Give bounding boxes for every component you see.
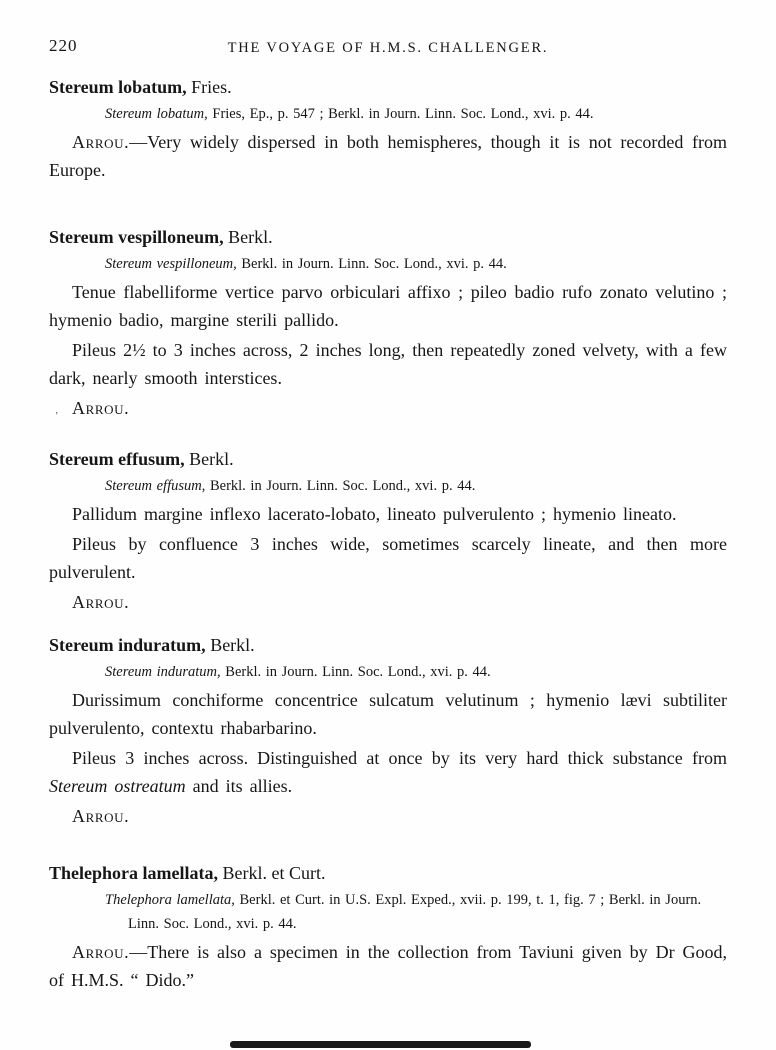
locality-lead: Arrou. bbox=[72, 132, 130, 152]
citation-species-italic: Stereum lobatum, bbox=[105, 106, 208, 122]
species-entry-stereum-effusum bbox=[49, 446, 727, 616]
citation-species-italic: Thelephora lamellata, bbox=[105, 892, 235, 908]
locality-line bbox=[49, 588, 727, 616]
body-paragraph bbox=[49, 128, 727, 184]
species-author: Berkl. et Curt. bbox=[218, 863, 326, 883]
locality-line bbox=[49, 394, 727, 422]
species-name: Stereum effusum, bbox=[49, 449, 185, 469]
citation-reference: Berkl. in Journ. Linn. Soc. Lond., xvi. p. 44. bbox=[236, 256, 507, 272]
species-heading bbox=[49, 224, 727, 250]
citation-reference: Berkl. in Journ. Linn. Soc. Lond., xvi. p. 44. bbox=[205, 478, 476, 494]
citation-reference: Berkl. et Curt. in U.S. Expl. Exped., xvii. p. 199, t. 1, fig. 7 ; Berkl. in Journ. Linn. Soc. Lond., xvi. p. 44. bbox=[128, 892, 702, 932]
locality-label: Arrou. bbox=[72, 806, 130, 826]
synonymy-citation bbox=[49, 888, 727, 936]
header-title: THE VOYAGE OF H.M.S. CHALLENGER. bbox=[227, 40, 549, 56]
citation-reference: Berkl. in Journ. Linn. Soc. Lond., xvi. p. 44. bbox=[220, 664, 491, 680]
body-paragraph bbox=[49, 938, 727, 994]
paragraph-text: and its allies. bbox=[185, 776, 293, 796]
citation-species-italic: Stereum induratum, bbox=[105, 664, 221, 680]
species-name: Stereum lobatum, bbox=[49, 77, 187, 97]
scan-artifact-bar bbox=[230, 1041, 531, 1048]
paragraph-text: —Very widely dispersed in both hemispheres, though it is not recorded from Europe. bbox=[49, 132, 727, 180]
species-name: Stereum induratum, bbox=[49, 635, 206, 655]
synonymy-citation bbox=[49, 660, 727, 684]
body-paragraph: Pallidum margine inflexo lacerato-lobato, lineato pulverulento ; hymenio lineato. bbox=[72, 504, 677, 524]
page-number: 220 bbox=[49, 36, 78, 55]
species-heading bbox=[49, 860, 727, 886]
species-heading bbox=[49, 74, 727, 100]
species-entry-stereum-lobatum bbox=[49, 74, 727, 184]
locality-label: Arrou. bbox=[72, 398, 130, 418]
species-author: Berkl. bbox=[205, 635, 255, 655]
citation-species-italic: Stereum effusum, bbox=[105, 478, 206, 494]
synonymy-citation bbox=[49, 102, 727, 126]
body-paragraph: Durissimum conchiforme concentrice sulcatum velutinum ; hymenio lævi subtiliter pulverulento, contextu rhabarbarino. bbox=[49, 690, 727, 738]
species-name: Thelephora lamellata, bbox=[49, 863, 218, 883]
species-name: Stereum vespilloneum, bbox=[49, 227, 224, 247]
species-mention-italic: Stereum ostreatum bbox=[49, 776, 186, 796]
locality-lead: Arrou. bbox=[72, 942, 130, 962]
species-heading bbox=[49, 446, 727, 472]
body-paragraph bbox=[49, 744, 727, 800]
species-entry-stereum-vespilloneum bbox=[49, 224, 727, 422]
paragraph-text: —There is also a specimen in the collection from Taviuni given by Dr Good, of H.M.S. “ Dido.” bbox=[49, 942, 727, 990]
locality-line bbox=[49, 802, 727, 830]
species-entry-stereum-induratum bbox=[49, 632, 727, 830]
species-entry-thelephora-lamellata bbox=[49, 860, 727, 994]
body-paragraph: Pileus by confluence 3 inches wide, sometimes scarcely lineate, and then more pulverulent. bbox=[49, 534, 727, 582]
species-heading bbox=[49, 632, 727, 658]
synonymy-citation bbox=[49, 252, 727, 276]
locality-label: Arrou. bbox=[72, 592, 130, 612]
species-author: Berkl. bbox=[184, 449, 234, 469]
synonymy-citation bbox=[49, 474, 727, 498]
paragraph-text: Pileus 3 inches across. Distinguished at once by its very hard thick substance from bbox=[72, 748, 727, 768]
body-paragraph: Pileus 2½ to 3 inches across, 2 inches long, then repeatedly zoned velvety, with a few dark, nearly smooth interstices. bbox=[49, 340, 727, 388]
citation-reference: Fries, Ep., p. 547 ; Berkl. in Journ. Linn. Soc. Lond., xvi. p. 44. bbox=[207, 106, 594, 122]
species-author: Fries. bbox=[186, 77, 232, 97]
scan-speck-mark: ’ bbox=[55, 411, 59, 422]
citation-species-italic: Stereum vespilloneum, bbox=[105, 256, 237, 272]
page-header bbox=[49, 0, 727, 60]
species-author: Berkl. bbox=[223, 227, 273, 247]
body-paragraph: Tenue flabelliforme vertice parvo orbiculari affixo ; pileo badio rufo zonato velutino ; hymenio badio, margine sterili pallido. bbox=[49, 282, 727, 330]
